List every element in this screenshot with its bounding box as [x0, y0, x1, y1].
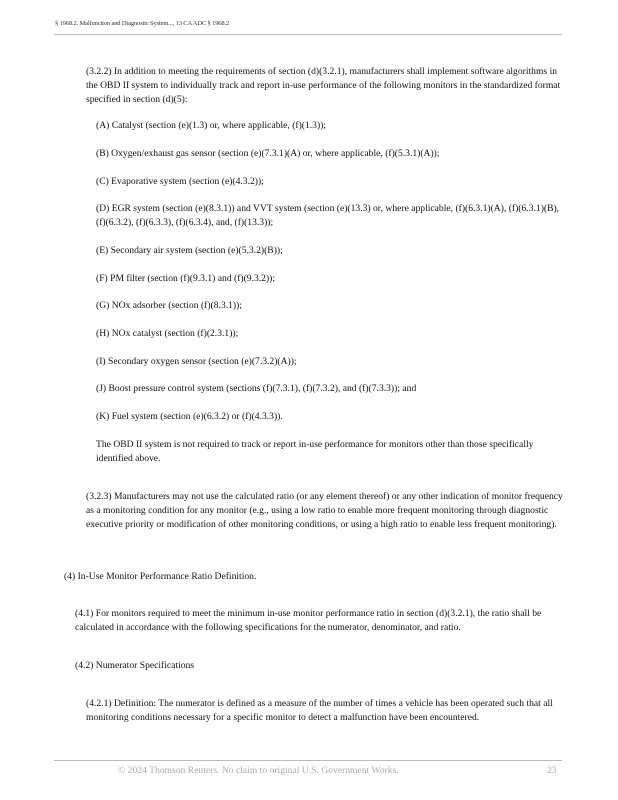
- paragraph-3-2-3: (3.2.3) Manufacturers may not use the calculated ratio (or any element thereof) or any other indication of monitor frequency as a monitoring condition for any monitor (e.g., using a low ratio to enable more frequent monitoring through diagnostic executive priority or modification of other monitoring conditions, or using a high ratio to enable less frequent monitoring).: [86, 491, 563, 530]
- list-item-c: (C) Evaporative system (section (e)(4.3.2));: [96, 176, 264, 187]
- header-divider: [54, 34, 562, 35]
- list-item-h: (H) NOx catalyst (section (f)(2.3.1));: [96, 328, 239, 339]
- section-4-2-heading: (4.2) Numerator Specifications: [75, 660, 195, 671]
- list-item-a: (A) Catalyst (section (e)(1.3) or, where applicable, (f)(1.3));: [96, 120, 327, 131]
- copyright-notice: © 2024 Thomson Reuters. No claim to original U.S. Government Works.: [118, 765, 399, 776]
- running-header: § 1968.2. Malfunction and Diagnostic System..., 13 CA ADC § 1968.2: [55, 20, 230, 27]
- paragraph-4-1: (4.1) For monitors required to meet the minimum in-use monitor performance ratio in section (d)(3.2.1), the ratio shall be calculated in accordance with the following specifications for the numerator, denominator, and ratio.: [75, 608, 542, 633]
- list-item-g: (G) NOx adsorber (section (f)(8.3.1));: [96, 300, 242, 311]
- list-item-b: (B) Oxygen/exhaust gas sensor (section (e)(7.3.1)(A) or, where applicable, (f)(5.3.1)(A));: [96, 148, 440, 159]
- list-item-d: (D) EGR system (section (e)(8.3.1)) and VVT system (section (e)(13.3) or, where applicable, (f)(6.3.1)(A), (f)(6.3.1)(B), (f)(6.3.2), (f)(6.3.3), (f)(6.3.4), and, (f)(13.3));: [96, 203, 560, 228]
- list-item-k: (K) Fuel system (section (e)(6.3.2) or (f)(4.3.3)).: [96, 411, 283, 422]
- list-item-i: (I) Secondary oxygen sensor (section (e)(7.3.2)(A));: [96, 356, 297, 367]
- page-number: 23: [547, 765, 557, 776]
- section-4-heading: (4) In-Use Monitor Performance Ratio Definition.: [64, 571, 257, 582]
- list-item-j: (J) Boost pressure control system (sections (f)(7.3.1), (f)(7.3.2), and (f)(7.3.3)); and: [96, 383, 417, 394]
- list-item-e: (E) Secondary air system (section (e)(5.3.2)(B));: [96, 245, 283, 256]
- paragraph-3-2-2: (3.2.2) In addition to meeting the requirements of section (d)(3.2.1), manufacturers shall implement software algorithms in the OBD II system to individually track and report in-use performance of the following monitors in the standardized format specified in section (d)(5):: [86, 66, 561, 105]
- paragraph-4-2-1: (4.2.1) Definition: The numerator is defined as a measure of the number of times a vehicle has been operated such that all monitoring conditions necessary for a specific monitor to detect a malfunction have been encountered.: [86, 698, 553, 723]
- list-item-f: (F) PM filter (section (f)(9.3.1) and (f)(9.3.2));: [96, 273, 276, 284]
- not-required-paragraph: The OBD II system is not required to track or report in-use performance for monitors other than those specifically identified above.: [96, 439, 534, 464]
- footer-divider: [54, 760, 562, 761]
